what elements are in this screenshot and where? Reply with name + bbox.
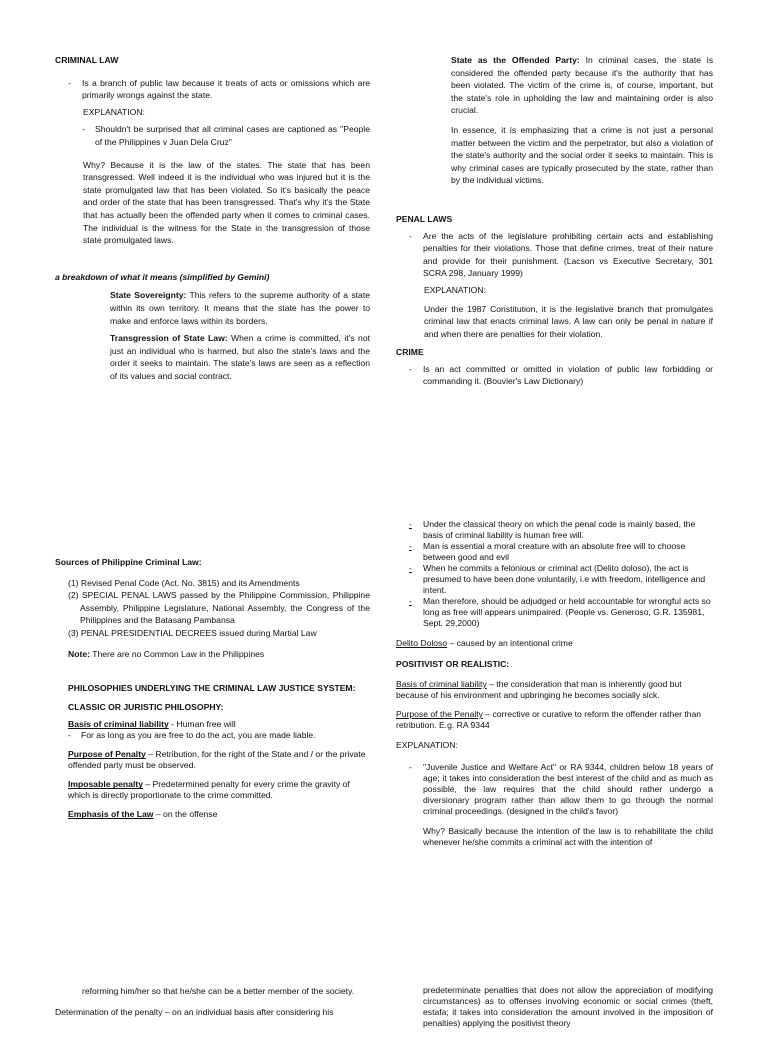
state-sovereignty-term: State Sovereignty: [110,290,187,301]
ra9344-text: "Juvenile Justice and Welfare Act" or RA 9344, children below 18 years of age; it takes into consideration the best interest of the child and as much as possible, the law requires that the child should rather undergo a diversionary program rather than allow them to go through the normal criminal proceedings. (designed in the child's favor) [423,761,713,816]
transgression-paragraph [55,332,370,382]
delito-doloso-text: – caused by an intentional crime [447,638,573,648]
penal-laws-explanation: Under the 1987 Constitution, it is the legislative branch that promulgates criminal law that enacts criminal laws. A law can only be penal in nature if and when there are penalties for their violation. [424,303,713,339]
why-paragraph: Why? Because it is the law of the states. The state that has been transgressed. Well indeed it is the individual who was injured but it is the state promulgated law that has been violated. So it's basically the peace and order of the state that has been transgressed. That's why it's the State that has actually been the offended party when it comes to criminal cases. The individual is the witness for the State in the transgression of those state promulgated laws. [83,159,370,246]
crime-heading: CRIME [396,347,424,358]
classic-purpose-term: Purpose of Penalty [68,749,146,760]
classic-purpose [55,749,370,771]
classic-imposable-term: Imposable penalty [68,779,143,790]
transgression-text: When a crime is committed, it's not just an individual who is harmed, but also the state's laws and the order it seeks to maintain. The state's laws are seen as a reflection of its values and social contract. [110,333,370,381]
delito-doloso-term: Delito Doloso [396,638,448,648]
sources-item: (1) Revised Penal Code (Act. No. 3815) and its Amendments [68,577,300,588]
state-sovereignty-text: This refers to the supreme authority of a state within its own territory. It means that the state has the power to make and enforce laws within its borders. [110,290,370,326]
explanation-label: EXPLANATION: [83,106,145,117]
ra9344-bullet: - "Juvenile Justice and Welfare Act" or RA 9344, children below 18 years of age; it takes into consideration the best interest of the child and as much as possible, the law requires that the child should rather undergo a diversionary program rather than allow them to go through the normal criminal proceedings. (designed in the child's favor) [409,761,713,816]
predeterminate-continuation: predeterminate penalties that does not allow the appreciation of modifying circumstances) as to offenses involving economic or social crimes (theft, estafa; it takes into consideration the amount involved in the imposition of penalties) applying the positivist theory [423,985,713,1028]
offended-party-paragraph [396,54,713,117]
crime-definition-text: Is an act committed or omitted in violation of public law forbidding or commanding it. (Bouvier's Law Dictionary) [423,363,713,387]
sources-item: (3) PENAL PRESIDENTIAL DECREES issued during Martial Law [68,627,317,638]
positivist-why: Why? Basically because the intention of the law is to rehabilitate the child whenever he/she commits a criminal act with the intention of [423,825,713,847]
sources-list [55,577,370,640]
penal-laws-definition: - Are the acts of the legislature prohibiting certain acts and establishing penalties for their violations. Those that define crimes, treat of their nature and provide for their punishment. (Lacson vs Executive Secretary, 301 SCRA 298, January 1999) [409,230,713,279]
classic-basis-text: - Human free will [168,719,236,730]
classic-heading: CLASSIC OR JURISTIC PHILOSOPHY: [68,701,224,712]
criminal-law-heading: CRIMINAL LAW [55,55,119,65]
note-text: There are no Common Law in the Philippines [89,648,265,659]
breakdown-heading: a breakdown of what it means (simplified by Gemini) [55,271,270,282]
classic-basis: Basis of criminal liability - Human free will - For as long as you are free to do the act, you are made liable. [68,719,316,741]
offended-party-term: State as the Offended Party: [451,55,580,65]
classic-emphasis-text: – on the offense [153,809,218,820]
positivist-heading: POSITIVIST OR REALISTIC: [396,658,510,669]
delito-doloso [396,637,713,650]
state-sovereignty-paragraph [55,289,370,327]
penal-laws-explanation-label: EXPLANATION: [424,284,486,295]
reforming-continuation: reforming him/her so that he/she can be a better member of the society. [82,986,355,996]
crime-definition: - Is an act committed or omitted in violation of public law forbidding or commanding it. (Bouvier's Law Dictionary) [409,363,713,387]
positivist-basis [396,679,713,701]
caption-note: - Shouldn't be surprised that all criminal cases are captioned as "People of the Philippines v Juan Dela Cruz" [82,124,370,147]
essence-paragraph: In essence, it is emphasizing that a crime is not just a personal matter between the victim and the perpetrator, but also a violation of the state's authority and the social order it seeks to maintain. This is why criminal cases are typically prosecuted by the state, rather than by the individual victims. [451,124,713,186]
positivist-purpose [396,709,713,731]
positivist-basis-term: Basis of criminal liability [396,679,487,690]
classic-imposable-text: – Predetermined penalty for every crime the gravity of which is directly proportionate to the crime committed. [68,779,350,801]
penal-laws-definition-text: Are the acts of the legislature prohibiting certain acts and establishing penalties for their violations. Those that define crimes, treat of their nature and provide for their punishment. (Lacson vs Executive Secretary, 301 SCRA 298, January 1999) [423,230,713,279]
page-bottom-right [396,985,713,1037]
note-label: Note: [68,648,90,659]
list-item: - Man therefore, should be adjudged or held accountable for wrongful acts so long as free will appears unimpaired. (People vs. Generoso, G.R. 135981, Sept. 29,2000) [409,596,711,628]
positivist-basis-text: – the consideration that man is inherently good but because of his environment and upbringing he becomes socially sick. [396,679,682,701]
classic-imposable [55,779,370,801]
list-item: - Man is essential a moral creature with an absolute free will to choose between good and evil [409,541,686,562]
classic-purpose-text: – Retribution, for the right of the State and / or the private offended party must be observed. [68,749,366,771]
positivist-purpose-text: – corrective or curative to reform the offender rather than retribution. E.g. RA 9344 [396,709,702,731]
list-item: - When he commits a felonious or criminal act (Delito doloso), the act is presumed to have been done voluntarily, i.e with freedom, intelligence and intent. [409,563,706,595]
determination-cut: Determination of the penalty – on an individual basis after considering his [55,1006,334,1017]
classic-emphasis [55,809,370,820]
offended-party-text: In criminal cases, the state is considered the offended party because it's the authority that has been violated. The victim of the crime is, of course, important, but the state's role in upholding the law and maintaining order is also crucial. [451,55,713,116]
classical-theory-list [396,519,713,629]
caption-note-text: Shouldn't be surprised that all criminal cases are captioned as "People of the Philippines v Juan Dela Cruz" [95,124,370,147]
sources-heading: Sources of Philippine Criminal Law: [55,557,202,567]
transgression-term: Transgression of State Law: [110,333,228,344]
note-paragraph [55,648,370,661]
philosophies-heading: PHILOSOPHIES UNDERLYING THE CRIMINAL LAW JUSTICE SYSTEM: [68,683,356,694]
list-item: - Under the classical theory on which the penal code is mainly based, the basis of criminal liability is human free will. [409,519,696,540]
positivist-purpose-term: Purpose of the Penalty [396,709,483,720]
criminal-law-section [55,54,370,390]
positivist-explanation-label: EXPLANATION: [396,740,458,751]
criminal-law-definition: - Is a branch of public law because it treats of acts or omissions which are primarily wrongs against the state. [68,77,370,101]
offended-party-section [396,54,713,396]
sources-item: (2) SPECIAL PENAL LAWS passed by the Philippine Commission, Philippine Assembly, Philippine Legislature, National Assembly, the Congress of the Philippines and the Batasang Pambansa [68,590,370,626]
classical-theory-section [396,519,713,856]
classic-basis-bullet: For as long as you are free to do the act, you are made liable. [81,730,316,741]
classic-basis-term: Basis of criminal liability [68,719,169,730]
criminal-law-definition-text: Is a branch of public law because it treats of acts or omissions which are primarily wrongs against the state. [82,77,370,101]
page-bottom-left [55,985,370,1026]
sources-section [55,556,370,828]
penal-laws-heading: PENAL LAWS [396,213,453,224]
classic-emphasis-term: Emphasis of the Law [68,809,154,820]
